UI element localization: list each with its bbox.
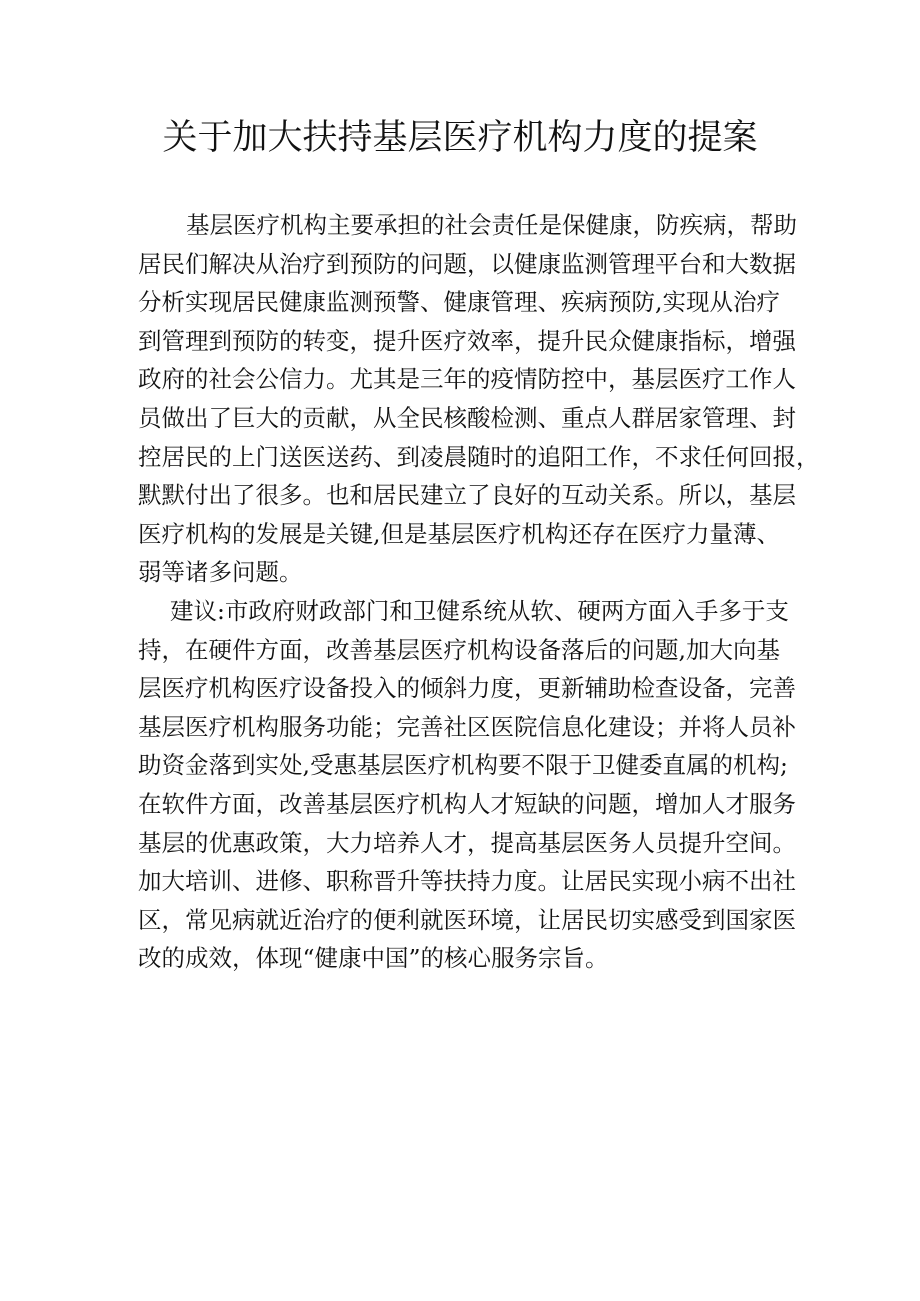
paragraph-line: 持，在硬件方面，改善基层医疗机构设备落后的问题,加大向基 <box>138 635 780 664</box>
paragraph-line: 政府的社会公信力。尤其是三年的疫情防控中，基层医疗工作人 <box>138 365 796 394</box>
paragraph-line: 员做出了巨大的贡献，从全民核酸检测、重点人群居家管理、封 <box>138 403 796 432</box>
paragraph-line: 改的成效，体现“健康中国”的核心服务宗旨。 <box>138 944 609 973</box>
document-body <box>138 206 820 978</box>
paragraph-line: 加大培训、进修、职称晋升等扶持力度。让居民实现小病不出社 <box>138 867 796 896</box>
paragraph-line: 基层的优惠政策，大力培养人才，提高基层医务人员提升空间。 <box>138 828 796 857</box>
document-title: 关于加大扶持基层医疗机构力度的提案 <box>162 118 758 158</box>
paragraph-line: 区，常见病就近治疗的便利就医环境，让居民切实感受到国家医 <box>138 905 796 934</box>
paragraph-line: 默默付出了很多。也和居民建立了良好的互动关系。所以，基层 <box>138 481 796 510</box>
paragraph-line: 在软件方面，改善基层医疗机构人才短缺的问题，增加人才服务 <box>138 789 796 818</box>
paragraph-line: 基层医疗机构主要承担的社会责任是保健康，防疾病，帮助 <box>186 211 797 239</box>
paragraph-line: 到管理到预防的转变，提升医疗效率，提升民众健康指标，增强 <box>138 326 796 355</box>
paragraph-line: 层医疗机构医疗设备投入的倾斜力度，更新辅助检查设备，完善 <box>138 674 796 703</box>
paragraph-line: 助资金落到实处,受惠基层医疗机构要不限于卫健委直属的机构; <box>138 751 788 780</box>
paragraph-1 <box>138 206 820 592</box>
paragraph-line: 基层医疗机构服务功能；完善社区医院信息化建设；并将人员补 <box>138 712 796 741</box>
paragraph-line: 控居民的上门送医送药、到凌晨随时的追阳工作，不求任何回报， <box>138 442 820 471</box>
paragraph-line: 弱等诸多问题。 <box>138 558 303 587</box>
paragraph-line: 医疗机构的发展是关键,但是基层医疗机构还存在医疗力量薄、 <box>138 519 780 548</box>
paragraph-2 <box>138 592 800 978</box>
paragraph-line: 分析实现居民健康监测预警、健康管理、疾病预防,实现从治疗 <box>138 288 780 317</box>
paragraph-line: 居民们解决从治疗到预防的问题，以健康监测管理平台和大数据 <box>138 249 796 278</box>
paragraph-line: 建议:市政府财政部门和卫健系统从软、硬两方面入手多于支 <box>170 596 789 625</box>
